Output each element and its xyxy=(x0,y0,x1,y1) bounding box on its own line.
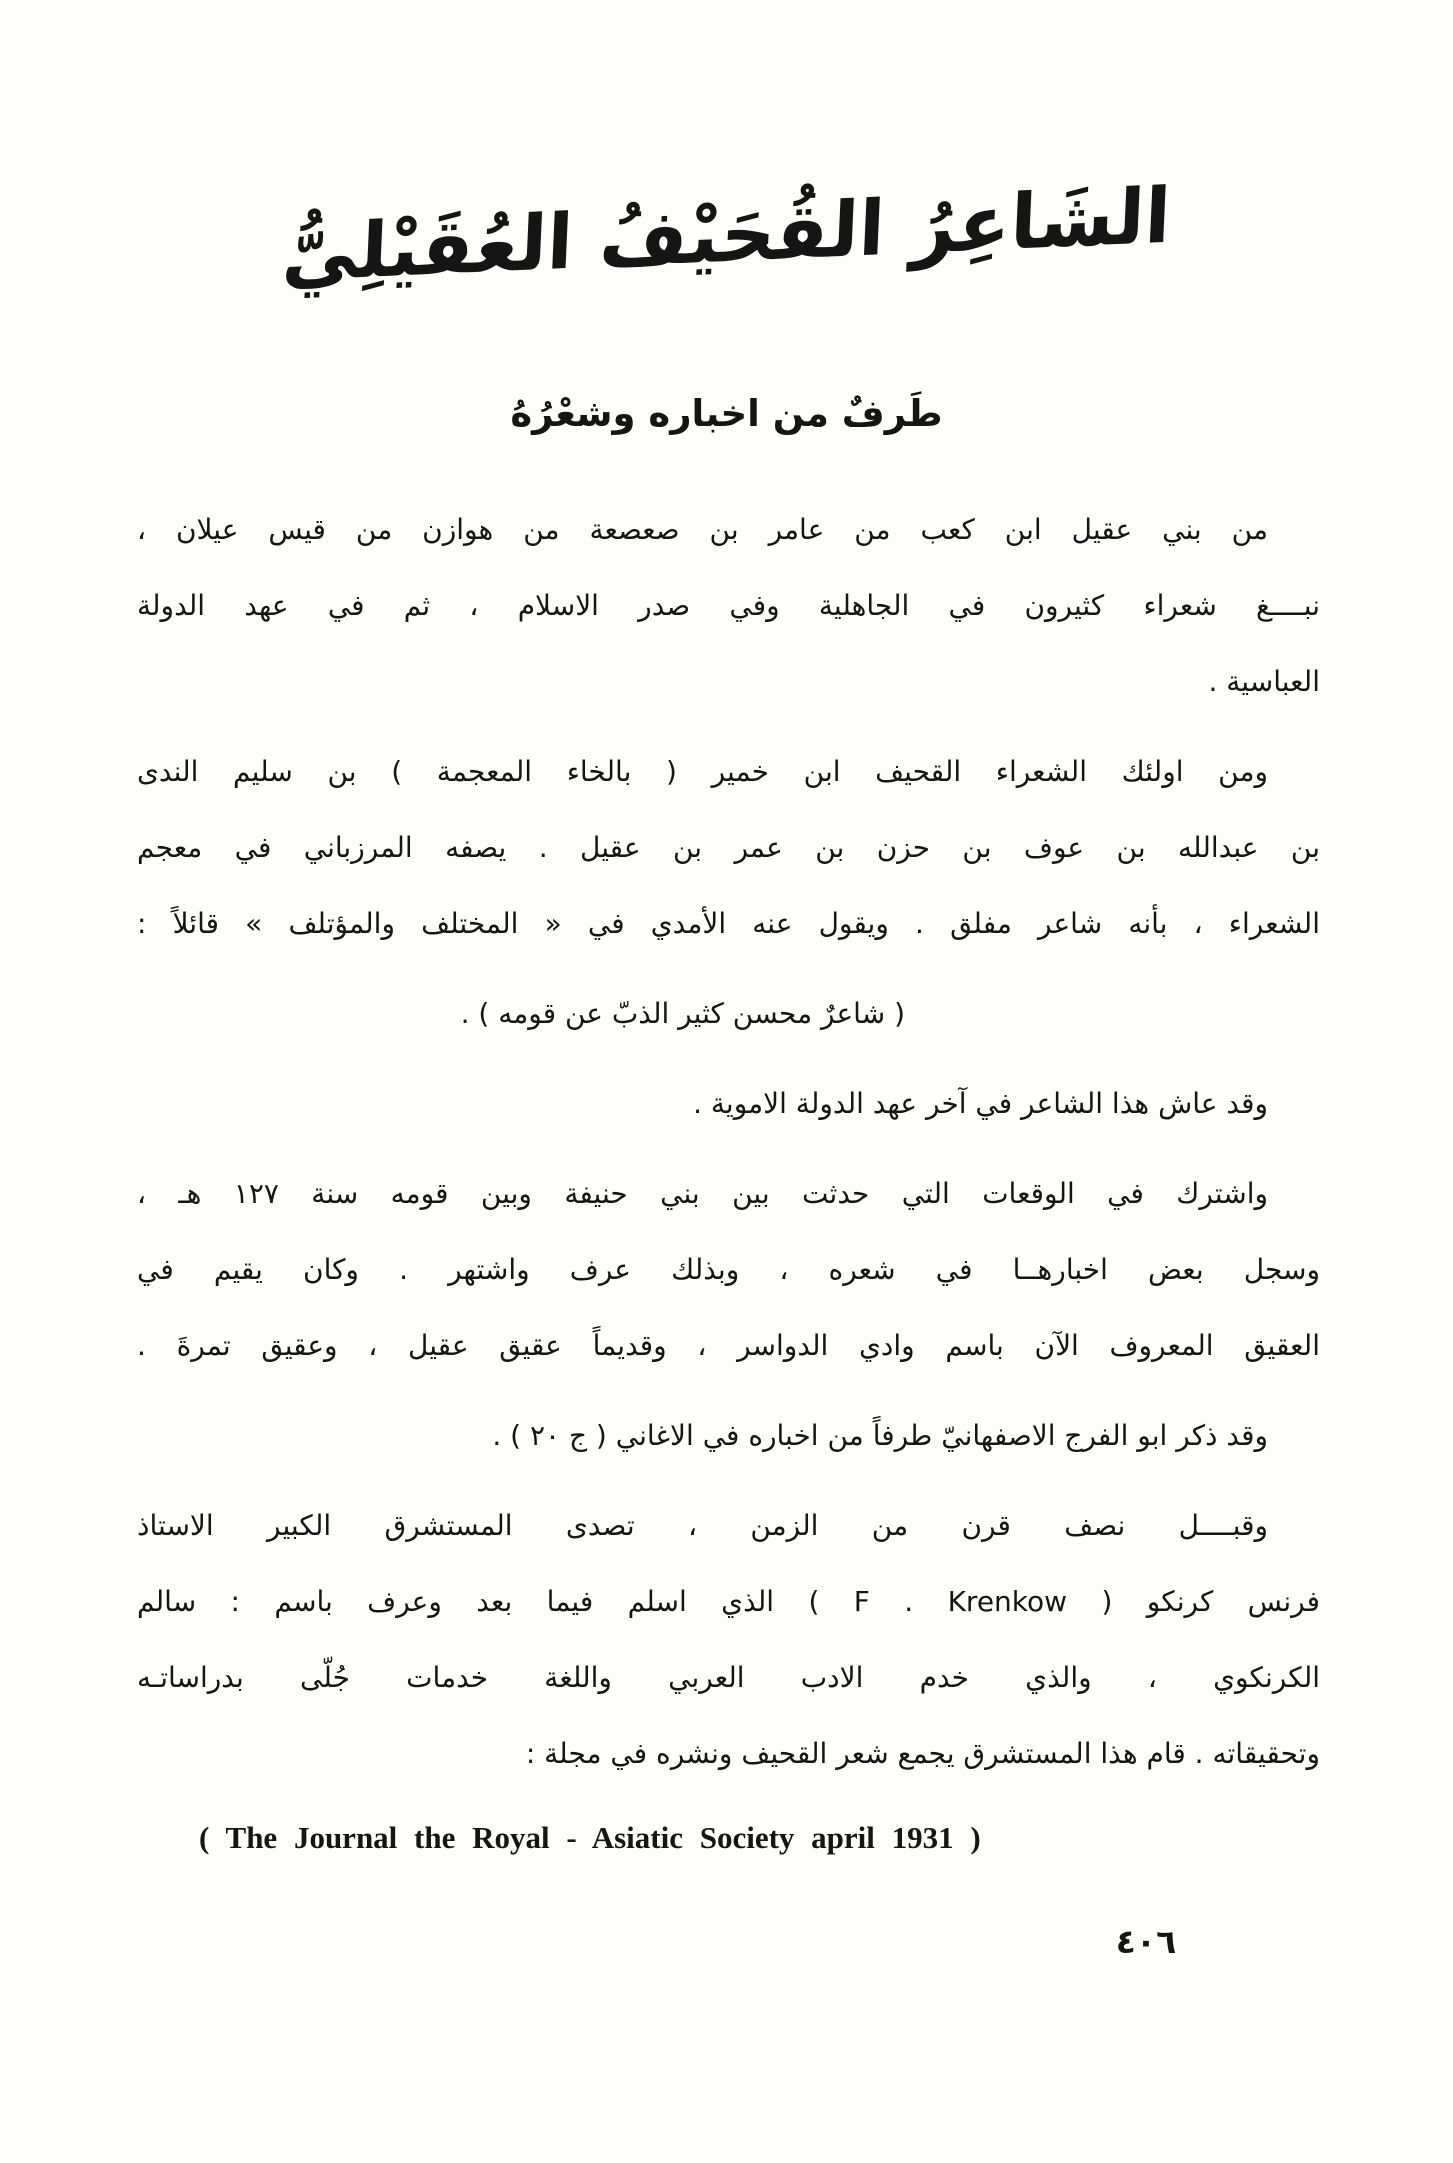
text-line: الشعراء ، بأنه شاعر مفلق . ويقول عنه الأمدي في « المختلف والمؤتلف » قائلاً : xyxy=(137,907,1320,940)
journal-citation-block xyxy=(137,1806,1320,1870)
paragraph-poet-genealogy xyxy=(137,734,1320,962)
text-line: وسجل بعض اخبارهــا في شعره ، وبذلك عرف واشتهر . وكان يقيم في xyxy=(137,1253,1320,1286)
quote-line: ( شاعرٌ محسن كثير الذبّ عن قومه ) . xyxy=(460,997,905,1030)
text-line: فرنس كرنكو ( F . Krenkow ) الذي اسلم فيما بعد وعرف باسم : سالم xyxy=(137,1585,1320,1618)
page-title-calligraphy: الشَاعِرُ القُحَيْفُ العُقَيْلِيُّ xyxy=(280,169,1173,299)
body-text xyxy=(137,492,1320,1884)
text-line: واشترك في الوقعات التي حدثت بين بني حنيفة وبين قومه سنة ١٢٧ هـ ، xyxy=(137,1177,1268,1210)
paragraph-lineage xyxy=(137,492,1320,720)
text-line: ومن اولئك الشعراء القحيف ابن خمير ( بالخاء المعجمة ) بن سليم الندى xyxy=(137,755,1268,788)
text-line: بن عبدالله بن عوف بن حزن بن عمر بن عقيل . يصفه المرزباني في معجم xyxy=(137,831,1320,864)
paragraph-krenkow xyxy=(137,1488,1320,1792)
text-line: الكرنكوي ، والذي خدم الادب العربي واللغة خدمات جُلّى بدراساتـه xyxy=(137,1661,1320,1694)
page-number: ٤٠٦ xyxy=(1115,1922,1177,1961)
paragraph-isfahani xyxy=(137,1398,1320,1474)
text-line: نبــــغ شعراء كثيرون في الجاهلية وفي صدر الاسلام ، ثم في عهد الدولة xyxy=(137,589,1320,622)
text-line: العباسية . xyxy=(1208,665,1320,698)
text-line: وقد ذكر ابو الفرج الاصفهانيّ طرفاً من اخباره في الاغاني ( ج ٢٠ ) . xyxy=(492,1419,1268,1452)
journal-citation: ( The Journal the Royal - Asiatic Society april 1931 ) xyxy=(199,1820,981,1855)
paragraph-umayyad-era xyxy=(137,1066,1320,1142)
page-subtitle: طَرفٌ من اخباره وشعْرُهُ xyxy=(510,392,943,435)
text-line: وتحقيقاته . قام هذا المستشرق يجمع شعر القحيف ونشره في مجلة : xyxy=(525,1737,1320,1770)
text-line: العقيق المعروف الآن باسم وادي الدواسر ، وقديماً عقيق عقيل ، وعقيق تمرةَ . xyxy=(137,1329,1320,1362)
text-line: وقبــــل نصف قرن من الزمن ، تصدى المستشرق الكبير الاستاذ xyxy=(137,1509,1268,1542)
paragraph-battles xyxy=(137,1156,1320,1384)
text-line: وقد عاش هذا الشاعر في آخر عهد الدولة الاموية . xyxy=(693,1087,1268,1120)
blockquote-amidi xyxy=(137,976,1320,1052)
text-line: من بني عقيل ابن كعب من عامر بن صعصعة من هوازن من قيس عيلان ، xyxy=(137,513,1268,546)
